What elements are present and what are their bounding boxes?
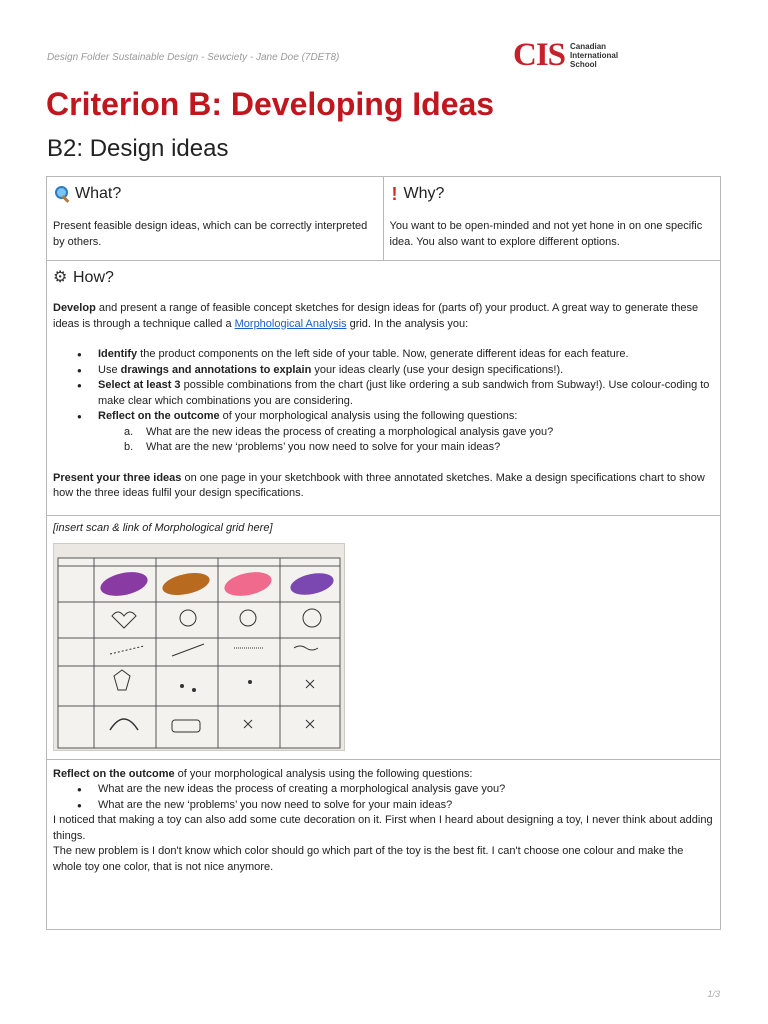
what-heading: What?: [75, 185, 122, 203]
morphological-grid-photo: [53, 543, 345, 751]
why-cell: [383, 177, 721, 261]
what-cell: [47, 177, 384, 261]
how-cell: [47, 261, 721, 516]
reflect-answer-2: The new problem is I don't know which color should go which part of the toy is the best fit. I can't choose one colour and make the whole toy one color, that is not nice anymore.: [53, 845, 684, 873]
why-heading: Why?: [403, 185, 445, 203]
exclamation-icon: !: [391, 184, 398, 204]
criterion-table: [46, 176, 721, 930]
page-title: Criterion B: Developing Ideas: [46, 86, 495, 122]
logo-mark: CIS: [513, 36, 566, 73]
how-bullets: [53, 347, 714, 425]
reflect-intro: Reflect on the outcome of your morphological analysis using the following questions:: [53, 767, 473, 780]
list-item: a. What are the new ideas the process of creating a morphological analysis gave you?: [124, 425, 554, 438]
document-header: Design Folder Sustainable Design - Sewciety - Jane Doe (7DET8): [47, 52, 340, 63]
logo-text: Canadian International School: [570, 41, 619, 69]
list-item: ● Reflect on the outcome of your morphological analysis using the following questions:: [98, 409, 714, 425]
why-text: You want to be open-minded and not yet hone in on one specific idea. You also want to explore different options.: [389, 220, 703, 248]
how-intro: Develop and present a range of feasible concept sketches for design ideas for (parts of) your product. A great way to generate these ideas is through a technique called a Morphological Analysis grid. In the analysis you:: [53, 302, 699, 330]
list-item: ● Identify the product components on the left side of your table. Now, generate different ideas for each feature.: [98, 347, 714, 363]
reflect-bullets: [53, 782, 714, 813]
list-item: ● Use drawings and annotations to explain your ideas clearly (use your design specifications!).: [98, 363, 714, 379]
how-heading: How?: [73, 269, 114, 287]
page-subtitle: B2: Design ideas: [47, 135, 229, 162]
school-logo: [513, 36, 640, 73]
what-text: Present feasible design ideas, which can be correctly interpreted by others.: [53, 220, 368, 248]
reflect-answer-1: I noticed that making a toy can also add some cute decoration on it. First when I heard about designing a toy, I never think about adding things.: [53, 814, 713, 842]
list-item: ● Select at least 3 possible combinations from the chart (just like ordering a sub sandwich from Subway!). Use colour-coding to make clear which combinations you are considering.: [98, 378, 714, 409]
scan-caption: [insert scan & link of Morphological grid here]: [53, 522, 273, 534]
how-sub-list: [53, 425, 714, 456]
scan-cell: [47, 516, 721, 760]
list-item: b. What are the new ‘problems’ you now need to solve for your main ideas?: [124, 441, 501, 453]
gear-icon: ⚙: [53, 269, 68, 286]
reflect-cell: [47, 759, 721, 929]
list-item: ● What are the new ideas the process of creating a morphological analysis gave you?: [98, 782, 714, 798]
page-number: 1/3: [707, 989, 720, 999]
magnifier-icon: [53, 185, 71, 203]
morphological-analysis-link[interactable]: Morphological Analysis: [234, 317, 347, 330]
present-ideas-text: Present your three ideas on one page in your sketchbook with three annotated sketches. Make a design specifications chart to show how the three ideas fulfil your design specifications.: [53, 471, 705, 499]
list-item: ● What are the new ‘problems’ you now need to solve for your main ideas?: [98, 798, 714, 814]
